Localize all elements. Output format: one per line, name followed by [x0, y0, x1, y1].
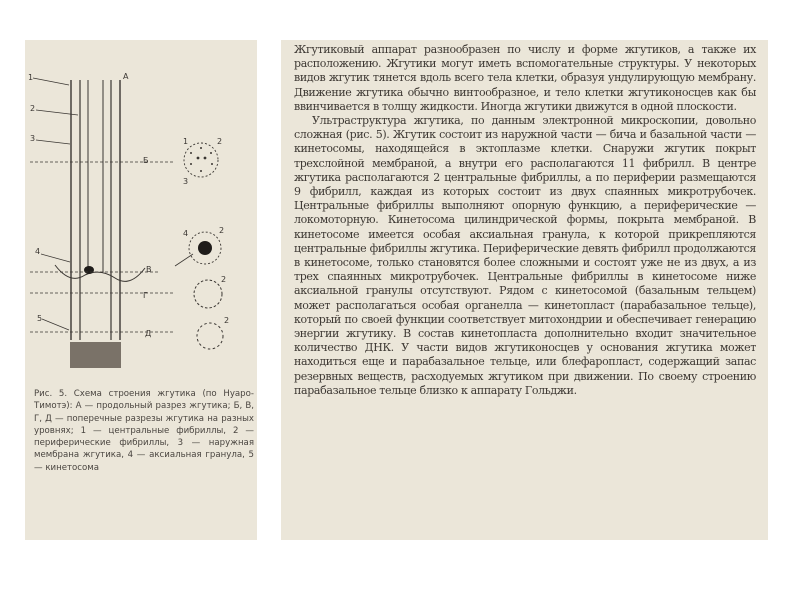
- cross-section-g: [194, 280, 222, 308]
- label-num-3: 3: [30, 134, 36, 143]
- label-num-4: 4: [35, 247, 41, 256]
- cross-b-num-1: 1: [183, 137, 189, 146]
- cross-b-num-2: 2: [217, 137, 223, 146]
- cross-section-d: [197, 323, 223, 349]
- section-b-label: Б: [143, 156, 149, 165]
- figure-caption: Рис. 5. Схема строения жгутика (по Нуаро-Тимотэ): А — продольный разрез жгутика; Б, В, Г, Д — поперечные разрезы жгутика на разных уровнях; 1 — центральные фибриллы, 2 — периферические фибриллы, 3 — наружная мембрана жгутика, 4 — аксиальная гранула, 5 — кинетосома: [34, 389, 254, 473]
- axial-granule: [84, 266, 94, 274]
- cross-g-num-2: 2: [221, 275, 227, 284]
- cross-d-num-2: 2: [224, 316, 230, 325]
- paragraph-1: Жгутиковый аппарат разнообразен по числу и форме жгутиков, а также их расположению. Жгутики могут иметь вспомогательные структуры. У некоторых видов жгутик тянется вдоль всего тела клетки, образуя ундулирующую мембрану. Движение жгутика обычно винтообразное, и тело клетки жгутиконосцев как бы ввинчивается в толщу жидкости. Иногда жгутики движутся в одной плоскости.: [294, 43, 756, 113]
- section-a-label: А: [123, 72, 129, 81]
- text-panel: [281, 40, 768, 540]
- cross-v-num-2: 2: [219, 226, 225, 235]
- body-text: [294, 43, 756, 398]
- kinetosome-base: [70, 342, 121, 368]
- label-num-2: 2: [30, 104, 36, 113]
- label-num-1: 1: [28, 73, 34, 82]
- cross-section-v: [175, 232, 221, 266]
- flagellum-diagram: [25, 40, 257, 385]
- label-num-5: 5: [37, 314, 43, 323]
- cross-b-num-3: 3: [183, 177, 189, 186]
- section-v-label: В: [146, 265, 152, 274]
- paragraph-2: Ультраструктура жгутика, по данным электронной микроскопии, довольно сложная (рис. 5). Жгутик состоит из наружной части — бича и базальной части — кинетосомы, находящейся в эктоплазме клетки. Снаружи жгутик покрыт трехслойной мембраной, а внутри его располагаются 11 фибрилл. В центре жгутика располагаются 2 центральные фибриллы, а по периферии размещаются 9 фибрилл, каждая из которых состоит из двух спаянных микротрубочек. Центральные фибриллы выполняют опорную функцию, а периферические — локомоторную. Кинетосома цилиндрической формы, покрыта мембраной. В кинетосоме имеется особая аксиальная гранула, к которой прикрепляются центральные фибриллы жгутика. Периферические девять фибрилл продолжаются в кинетосоме, только становятся более сложными и состоят уже не из двух, а из трех спаянных микротрубочек. Центральные фибриллы в кинетосоме ниже аксиальной гранулы отсутствуют. Рядом с кинетосомой (базальным тельцем) может располагаться особая органелла — кинетопласт (парабазальное тельце), который по своей функции соответствует митохондрии и обеспечивает генерацию энергии жгутику. В состав кинетопласта дополнительно входит значительное количество ДНК. У части видов жгутиконосцев у основания жгутика может находиться еще и парабазальное тельце, или блефаропласт, содержащий запас резервных веществ, расходуемых жгутиком при движении. По своему строению парабазальное тельце близко к аппарату Гольджи.: [294, 114, 756, 397]
- longitudinal-section: [55, 80, 145, 340]
- cross-v-num-4: 4: [183, 229, 189, 238]
- figure-panel: [25, 40, 257, 540]
- section-d-label: Д: [145, 329, 152, 338]
- section-g-label: Г: [143, 291, 148, 300]
- cross-section-b: [184, 143, 218, 177]
- cell-membrane-curve: [55, 265, 145, 281]
